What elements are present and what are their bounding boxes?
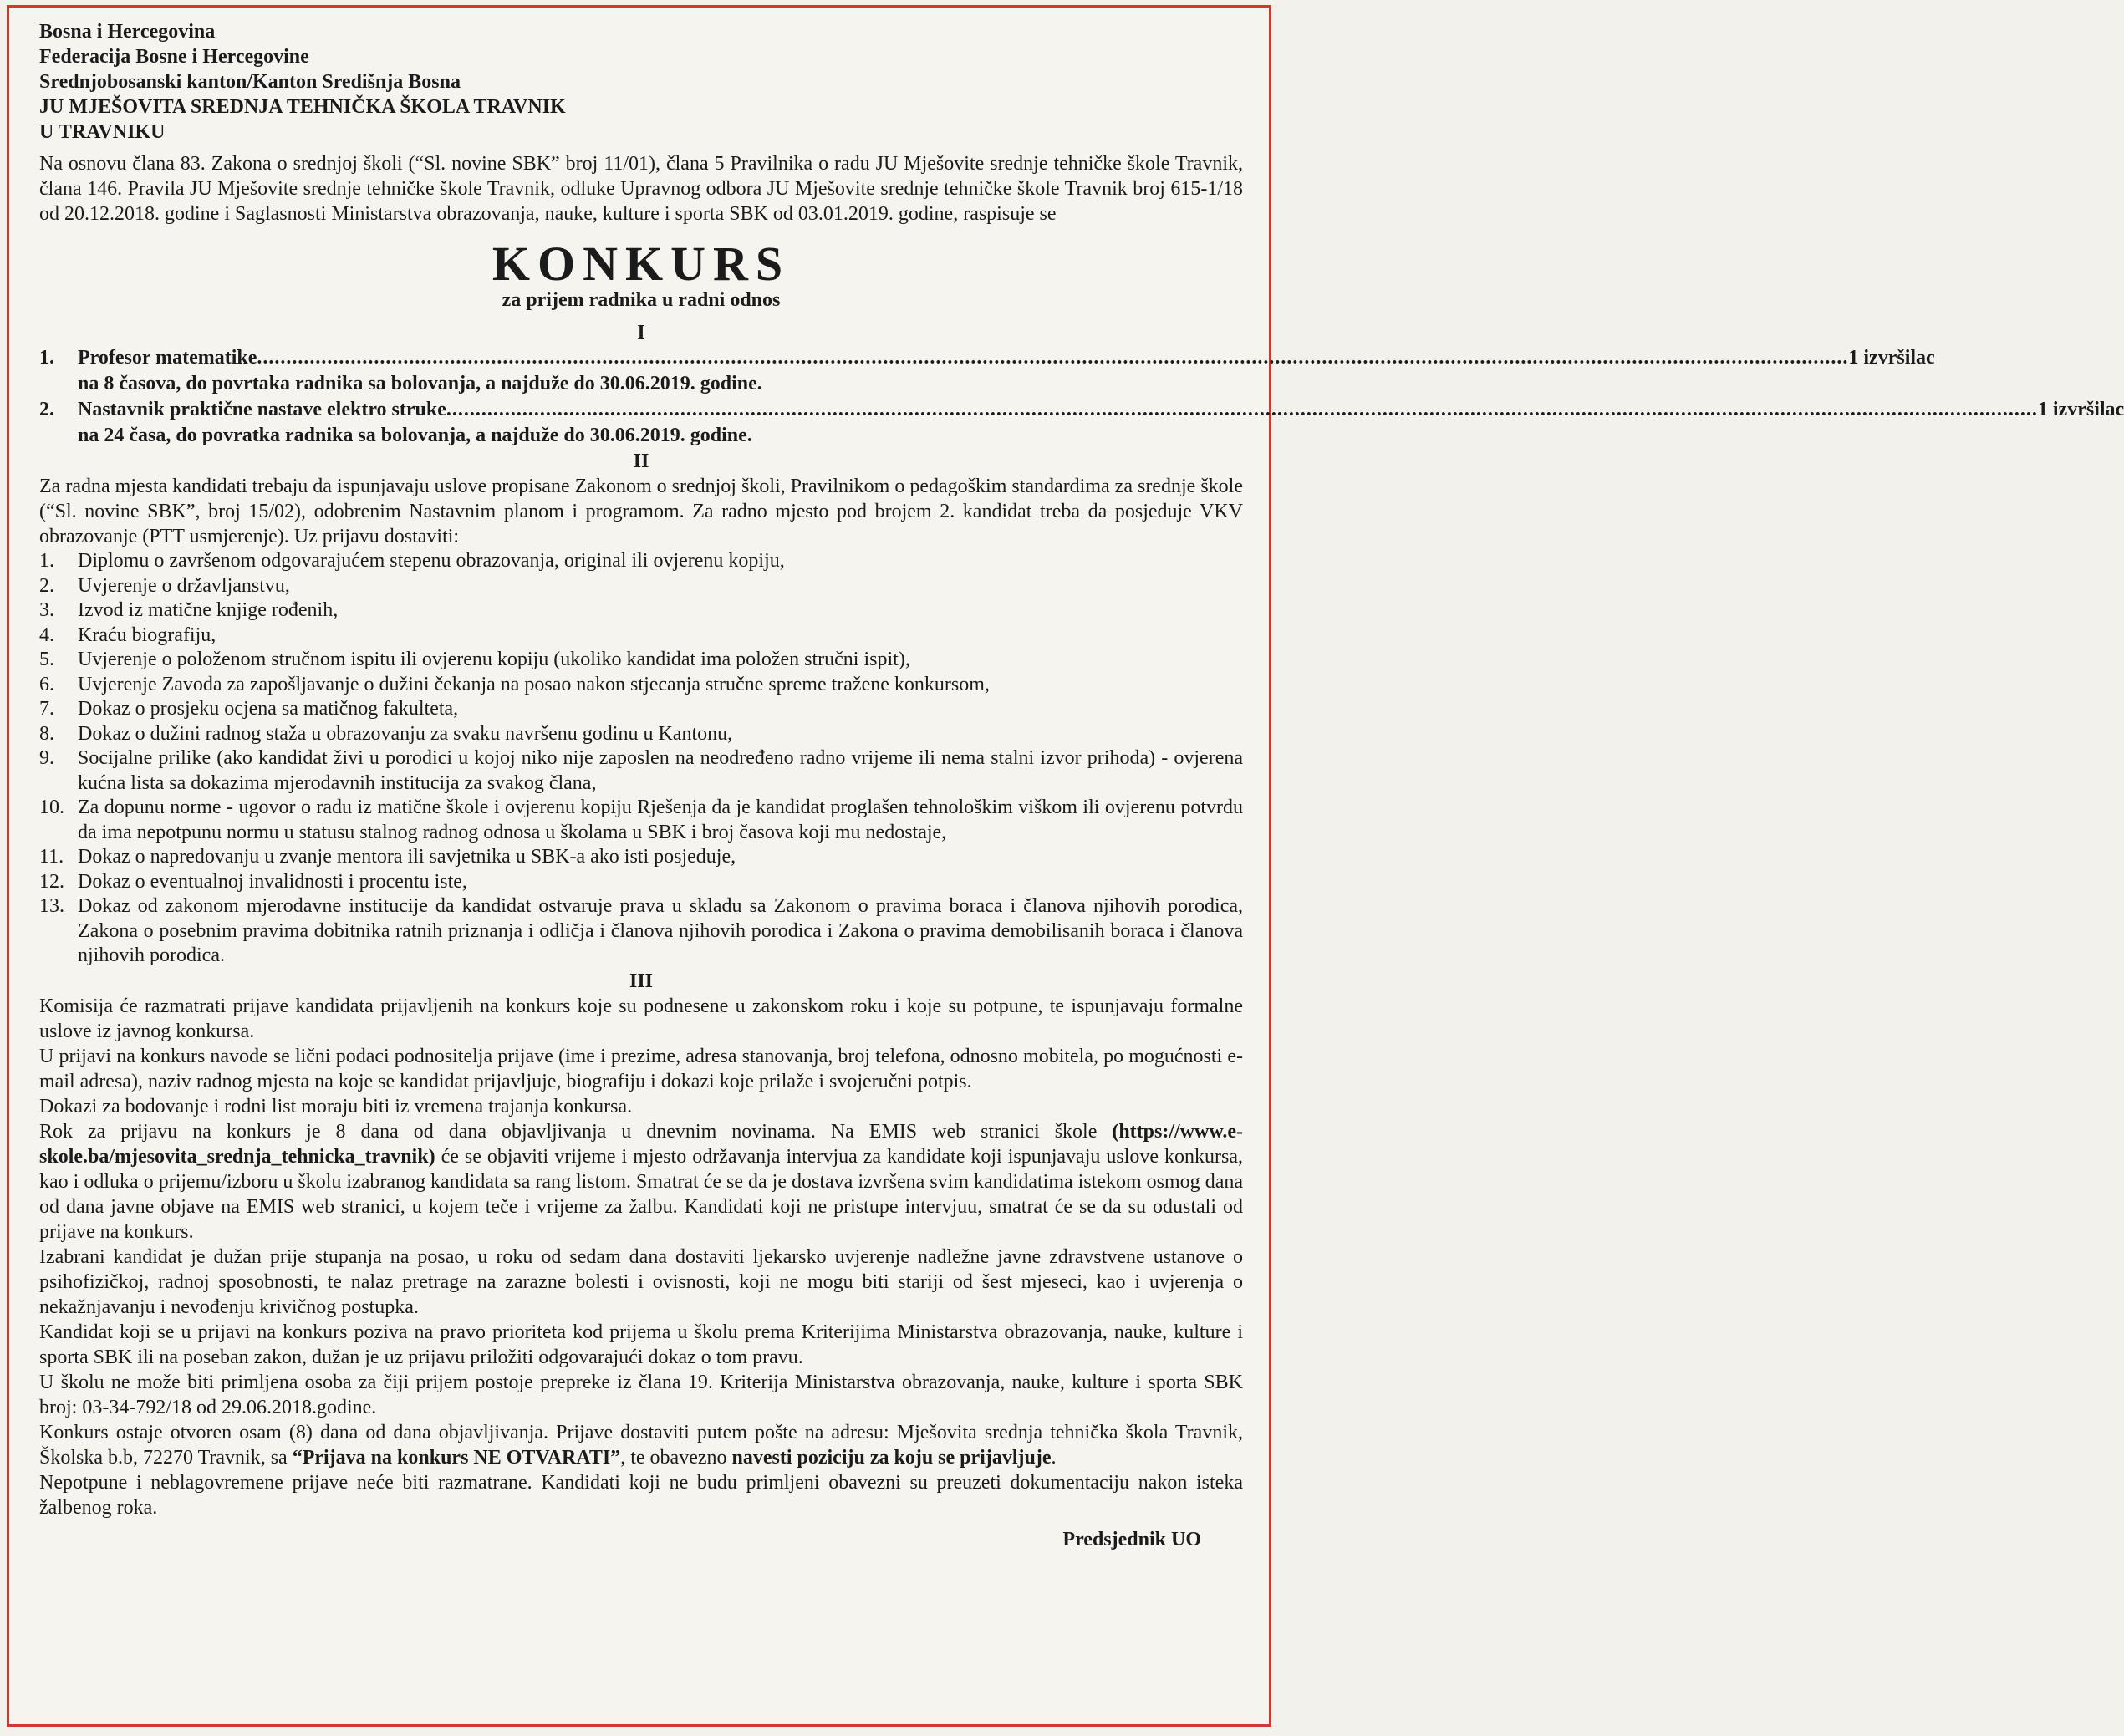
header-canton: Srednjobosanski kanton/Kanton Središnja Bosna [39, 71, 461, 93]
list-item-number: 9. [39, 747, 54, 769]
requirements-list [39, 549, 1243, 969]
header-city: U TRAVNIKU [39, 121, 166, 143]
requirements-intro: Za radna mjesta kandidati trebaju da ispunjavaju uslove propisane Zakonom o srednjoj školi, Pravilnikom o pedagoškim standardima za srednje škole (“Sl. novine SBK”, broj 15/02), odobrenim Nastavnim planom i programom. Za radno mjesto pod brojem 2. kandidat treba da posjeduje VKV obrazovanje (PTT usmjerenje). Uz prijavu dostaviti: [39, 476, 1243, 547]
list-item-number: 5. [39, 649, 54, 670]
paragraph-deadline [39, 1119, 1243, 1245]
position-note: navesti poziciju za koju se prijavljuje [731, 1446, 1052, 1469]
submission-text-cont: , te obavezno [620, 1446, 727, 1469]
list-item-number: 1. [39, 550, 54, 572]
document-content [39, 19, 2124, 1551]
list-item-text: Dokaz o eventualnoj invalidnosti i procentu iste, [78, 870, 467, 893]
submission-end: . [1051, 1446, 1057, 1469]
section-heading-3: III [629, 970, 654, 992]
position-detail: na 8 časova, do povrtaka radnika sa bolovanja, a najduže do 30.06.2019. godine. [78, 373, 762, 395]
list-item [39, 598, 1243, 624]
paragraph: Kandidat koji se u prijavi na konkurs poziva na pravo prioriteta kod prijema u školu prema Kriterijima Ministarstva obrazovanja, nauke, kulture i sporta SBK ili na poseban zakon, dužan je uz prijavu priložiti odgovarajući dokaz o tom pravu. [39, 1321, 1243, 1368]
list-item [39, 624, 1243, 649]
list-item-text: Uvjerenje o položenom stručnom ispitu ili ovjerenu kopiju (ukoliko kandidat ima položen stručni ispit), [78, 649, 910, 670]
intro-paragraph: Na osnovu člana 83. Zakona o srednjoj školi (“Sl. novine SBK” broj 11/01), člana 5 Pravilnika o radu JU Mješovite srednje tehničke škole Travnik, člana 146. Pravila JU Mješovite srednje tehničke škole Travnik, odluke Upravnog odbora JU Mješovite srednje tehničke škole Travnik broj 615-1/18 od 20.12.2018. godine i Saglasnosti Ministarstva obrazovanja, nauke, kulture i sporta SBK od 03.01.2019. godine, raspisuje se [39, 153, 1243, 225]
paragraph: Izabrani kandidat je dužan prije stupanja na posao, u roku od sedam dana dostaviti ljekarsko uvjerenje nadležne javne zdravstvene ustanove o psihofizičkoj, radnoj sposobnosti, te nalaz pretrage na zarazne bolesti i ovisnosti, koji ne mogu biti stariji od šest mjeseci, kao i uvjerenja o nekažnjavanju i nevođenju krivičnog postupka. [39, 1245, 1243, 1318]
position-item [39, 345, 1935, 397]
header-block [39, 19, 1243, 145]
list-item [39, 845, 1243, 870]
list-item-text: Za dopunu norme - ugovor o radu iz matične škole i ovjerenu kopiju Rješenja da je kandidat proglašen tehnološkim viškom ili ovjerenu potvrdu da ima nepotpunu normu u statusu stalnog radnog odnosa u školama u SBK i broj časova koji mu nedostaje, [78, 797, 1243, 843]
position-number: 1. [39, 347, 54, 369]
list-item-text: Uvjerenje Zavoda za zapošljavanje o dužini čekanja na posao nakon stjecanja stručne spreme tražene konkursom, [78, 673, 990, 695]
header-country: Bosna i Hercegovina [39, 21, 216, 43]
list-item-text: Dokaz o napredovanju u zvanje mentora ili savjetnika u SBK-a ako isti posjeduje, [78, 846, 736, 868]
paragraph: U školu ne može biti primljena osoba za čiji prijem postoje prepreke iz člana 19. Kriterija Ministarstva obrazovanja, nauke, kulture i sporta SBK broj: 03-34-792/18 od 29.06.2018.godine. [39, 1371, 1243, 1418]
position-detail: na 24 časa, do povratka radnika sa bolovanja, a najduže do 30.06.2019. godine. [78, 425, 752, 446]
envelope-note: “Prijava na konkurs NE OTVARATI” [292, 1446, 621, 1469]
list-item-text: Uvjerenje o državljanstvu, [78, 574, 290, 597]
list-item-number: 10. [39, 797, 64, 818]
list-item-text: Socijalne prilike (ako kandidat živi u porodici u kojoj niko nije zaposlen na neodređeno radno vrijeme ili nema stalni izvor prihoda) - ovjerena kućna lista sa dokazima mjerodavnih institucija za svakog člana, [78, 747, 1243, 794]
paragraph-submission [39, 1420, 1243, 1470]
list-item-number: 3. [39, 599, 54, 621]
paragraph: Komisija će razmatrati prijave kandidata prijavljenih na konkurs koje su podnesene u zakonskom roku i koje su potpune, te ispunjavaju formalne uslove iz javnog konkursa. [39, 995, 1243, 1042]
paragraph: Nepotpune i neblagovremene prijave neće biti razmatrane. Kandidati koji ne budu primljeni obavezni su preuzeti dokumentaciju nakon isteka žalbenog roka. [39, 1471, 1243, 1519]
list-item [39, 796, 1243, 845]
document-subtitle: za prijem radnika u radni odnos [502, 289, 781, 311]
deadline-text: Rok za prijavu na konkurs je 8 dana od dana objavljivanja u dnevnim novinama. Na EMIS web stranici škole [39, 1120, 1098, 1143]
section-heading-1: I [637, 322, 645, 344]
list-item [39, 574, 1243, 599]
position-item [39, 397, 2124, 449]
section-3-text [39, 994, 1243, 1520]
list-item-number: 8. [39, 722, 54, 745]
list-item-number: 6. [39, 673, 54, 695]
list-item [39, 746, 1243, 796]
paragraph: Dokazi za bodovanje i rodni list moraju biti iz vremena trajanja konkursa. [39, 1095, 633, 1117]
position-number: 2. [39, 399, 54, 420]
list-item-text: Diplomu o završenom odgovarajućem stepenu obrazovanja, original ili ovjerenu kopiju, [78, 550, 785, 572]
signature: Predsjednik UO [1062, 1528, 1201, 1550]
position-count: 1 izvršilac [2037, 399, 2124, 420]
list-item [39, 549, 1243, 574]
list-item [39, 673, 1243, 698]
list-item [39, 894, 1243, 969]
position-count: 1 izvršilac [1848, 347, 1935, 369]
submission-text: Konkurs ostaje otvoren osam (8) dana od dana objavljivanja. Prijave dostaviti putem pošte na adresu: Mješovita srednja tehnička škola Travnik, Školska b.b, 72270 Travnik, sa [39, 1421, 1243, 1469]
list-item-text: Izvod iz matične knjige rođenih, [78, 599, 339, 621]
leader-dots: ................................................................................................................................................................................................................................................................................ [257, 347, 1849, 369]
header-federation: Federacija Bosne i Hercegovine [39, 46, 309, 68]
emis-url-link[interactable]: (https://www.e-skole.ba/mjesovita_srednja_tehnicka_travnik) [39, 1120, 1243, 1168]
list-item [39, 870, 1243, 895]
list-item [39, 648, 1243, 673]
list-item [39, 722, 1243, 747]
list-item-number: 4. [39, 624, 54, 646]
list-item-number: 11. [39, 846, 64, 868]
list-item-number: 13. [39, 895, 64, 917]
list-item-text: Dokaz o dužini radnog staža u obrazovanju za svaku navršenu godinu u Kantonu, [78, 722, 733, 745]
position-title: Nastavnik praktične nastave elektro struke [78, 399, 446, 420]
list-item [39, 697, 1243, 722]
paragraph: U prijavi na konkurs navode se lični podaci podnositelja prijave (ime i prezime, adresa stanovanja, broj telefona, odnosno mobitela, po mogućnosti e-mail adresa), naziv radnog mjesta na koje se kandidat prijavljuje, biografiju i dokazi koje prilaže i svojeručni potpis. [39, 1045, 1243, 1092]
announcement-frame [7, 5, 2124, 1727]
header-school: JU MJEŠOVITA SREDNJA TEHNIČKA ŠKOLA TRAVNIK [39, 96, 566, 118]
document-title: KONKURS [492, 237, 791, 291]
list-item-number: 2. [39, 574, 54, 597]
leader-dots: ................................................................................................................................................................................................................................................................................ [446, 399, 2038, 420]
section-heading-2: II [633, 451, 649, 472]
list-item-text: Dokaz o prosjeku ocjena sa matičnog fakulteta, [78, 698, 459, 720]
list-item-text: Kraću biografiju, [78, 624, 216, 646]
list-item-number: 12. [39, 870, 64, 893]
position-title: Profesor matematike [78, 347, 257, 369]
list-item-text: Dokaz od zakonom mjerodavne institucije da kandidat ostvaruje prava u skladu sa Zakonom o pravima boraca i članova njihovih porodica, Zakona o posebnim pravima dobitnika ratnih priznanja i odličja i članova njihovih porodica i Zakona o pravima demobilisanih boraca i članova njihovih porodica. [78, 895, 1243, 966]
list-item-number: 7. [39, 698, 54, 720]
deadline-text-cont: će se objaviti vrijeme i mjesto održavanja intervjua za kandidate koji ispunjavaju uslove konkursa, kao i odluka o prijemu/izboru u školu izabranog kandidata sa rang listom. Smatrat će se da je dostava izvršena svim kandidatima istekom osmog dana od dana javne objave na EMIS web stranici, u kojem teče i vrijeme za žalbu. Kandidati koji ne pristupe intervjuu, smatrat će se da su odustali od prijave na konkurs. [39, 1145, 1244, 1243]
